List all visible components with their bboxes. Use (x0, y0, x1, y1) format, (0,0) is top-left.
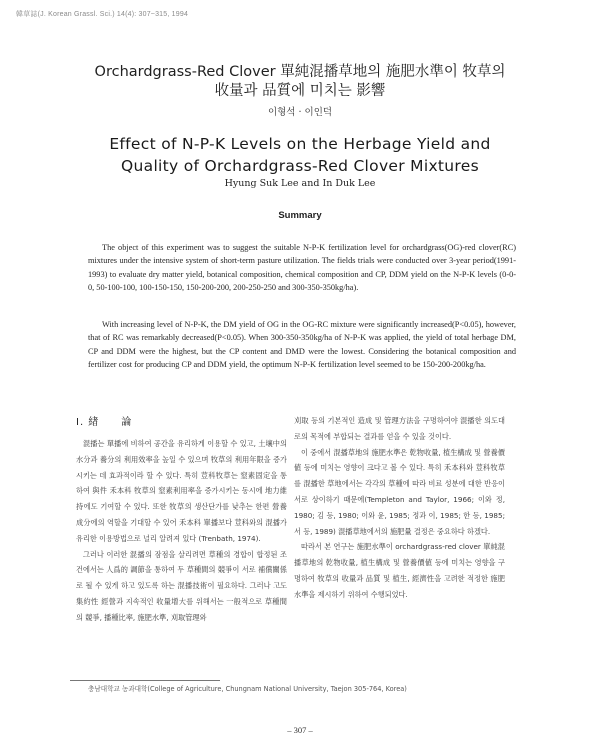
korean-title-line-1: Orchardgrass-Red Clover 單純混播草地의 施肥水準이 牧草의 (94, 64, 506, 80)
body-column-left (76, 413, 287, 626)
body-paragraph: 따라서 본 연구는 施肥水準이 orchardgrass-red clover 單純混播草地의 乾物收量, 植生構成 및 營養價値 등에 미치는 영향을 구명하여 牧草의 收量과 品質 및 植生, 經濟性을 고려한 적정한 施肥水準을 제시하기 위하여 수행되었다. (294, 542, 505, 599)
english-authors: Hyung Suk Lee and In Duk Lee (224, 178, 376, 189)
english-title-line-2: Quality of Orchardgrass-Red Clover Mixtures (121, 157, 479, 175)
summary-paragraph: With increasing level of N-P-K, the DM yield of OG in the OG-RC mixture were significantly increased(P<0.05), however, that of RC was remarkably decreased(P<0.05). When 300-350-350kg/ha of N-P-K was applied, the yield of total herbage DM, CP and DDM were the highest, but the CP content and DMD were the lowest. Considering the botanical composition and fertilizer cost for producing CP and DDM yield, the optimum N-P-K fertilization level seemed to be 150-200-200kg/ha. (88, 320, 516, 369)
body-paragraph: 混播는 單播에 비하여 공간을 유리하게 이용할 수 있고, 土壤中의 水分과 養分의 利用效率을 높일 수 있으며 牧草의 利用年限을 증가시키는 데 효과적이라 할 수 있다. 특히 荳科牧草는 窒素固定을 통하여 與件 禾本科 牧草의 窒素利用率을 증가시키는 동시에 地力維持에도 기여할 수 있다. 또한 牧草의 생산단가를 낮추는 한편 營養成分에의 역할을 기대할 수 있어 禾本科 單播보다 荳科와의 混播가 유리한 이용방법으로 널리 알려져 있다 (Trenbath, 1974). (76, 439, 287, 543)
section-heading-introduction: Ⅰ. 緖 論 (76, 417, 133, 428)
summary-paragraph: The object of this experiment was to suggest the suitable N-P-K fertilization level for orchardgrass(OG)-red clover(RC) mixtures under the intensive system of short-term pasture utilization. The fields trials were conducted over 3-year period(1991-1993) to evaluate dry matter yield, botanical composition, chemical composition and CP, DDM yield on the N-P-K levels (0-0-0, 50-100-100, 100-150-150, 150-200-200, 200-250-250 and 300-350-350kg/ha). (88, 243, 516, 292)
summary-heading: Summary (278, 210, 322, 221)
korean-authors: 이형석 · 이인덕 (267, 107, 333, 118)
body-paragraph: 이 중에서 混播草地의 施肥水準은 乾物收量, 植生構成 및 營養價値 등에 미치는 영향이 크다고 볼 수 있다. 특히 禾本科와 荳科牧草를 混播한 草地에서는 각각의 草種에 따라 비료 성분에 대한 반응이 서로 상이하기 때문에(Templeton and Taylor, 1966; 이와 정, 1980; 김 등, 1980; 이와 윤, 1985; 정과 이, 1985; 한 등, 1985; 서 등, 1989) 混播草地에서의 施肥量 결정은 중요하다 하겠다. (294, 447, 505, 536)
page-number: – 307 – (287, 725, 313, 735)
korean-title-line-2: 收量과 品質에 미치는 影響 (214, 83, 386, 99)
footnote-divider (70, 680, 220, 681)
journal-header: 韓草誌(J. Korean Grassl. Sci.) 14(4): 307~315, 1994 (16, 11, 189, 18)
body-column-right (294, 413, 505, 603)
body-paragraph: 刈取 등의 기본적인 造成 및 管理方法을 구명하여야 混播한 의도대로의 목적에 부합되는 결과를 얻을 수 있을 것이다. (294, 416, 505, 441)
english-title-line-1: Effect of N-P-K Levels on the Herbage Yield and (109, 135, 491, 153)
affiliation-footnote: 충남대학교 농과대학(College of Agriculture, Chungnam National University, Taejon 305-764, Korea) (88, 685, 407, 693)
body-paragraph: 그러나 이러한 混播의 잠점을 살리려면 草種의 경합이 합정된 조건에서는 人爲的 調節을 통하여 두 草種間의 競爭이 서로 補償關係로 될 수 있게 하고 있도록 하는 混播技術이 필요하다. 그러나 고도 集約性 經營과 지속적인 收量增大를 위해서는 一般적으로 草種間의 競爭, 播種比率, 施肥水準, 刈取管理와 (76, 549, 287, 622)
